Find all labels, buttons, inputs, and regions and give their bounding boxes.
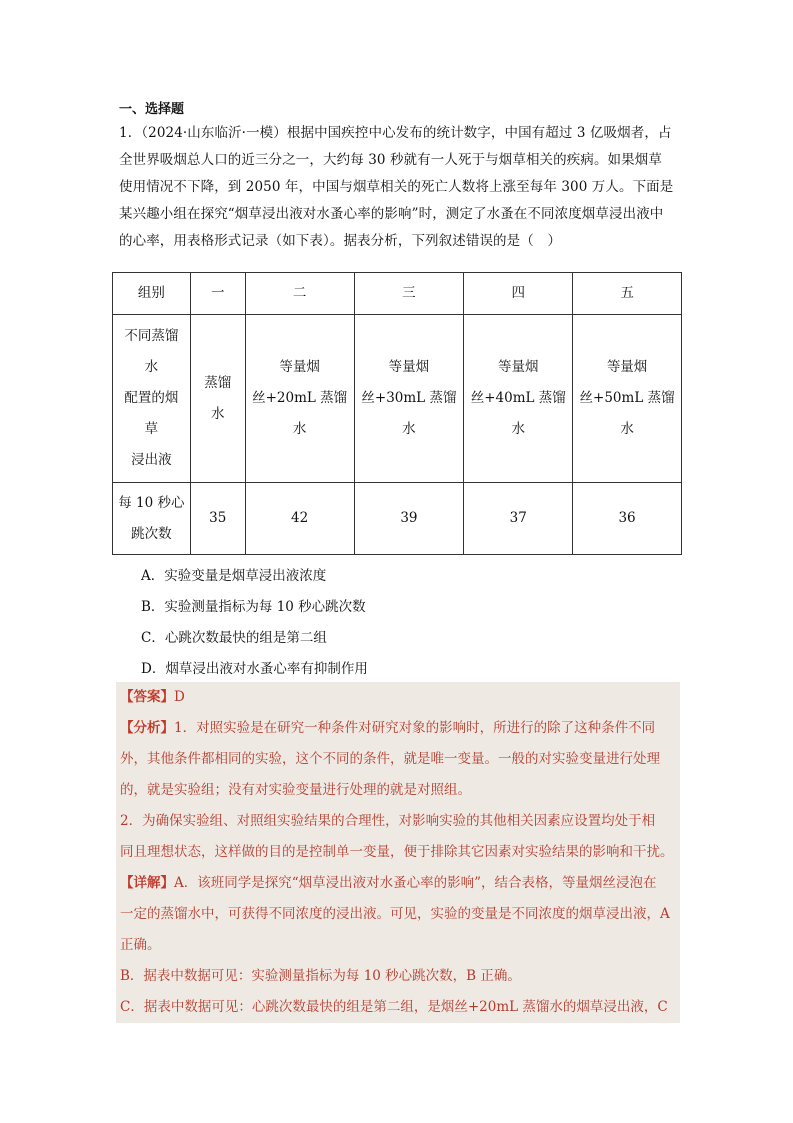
cell-line: 每 10 秒心	[118, 494, 185, 511]
answer-tag: 【答案】	[120, 689, 174, 705]
section-title: 一、选择题	[119, 102, 185, 117]
detail-line: 正确。	[120, 937, 161, 953]
analysis-line: 1．对照实验是在研究一种条件对研究对象的影响时，所进行的除了这种条件不同	[174, 720, 656, 736]
row-label-cell	[113, 483, 191, 555]
cell-line: 配置的烟	[124, 390, 179, 406]
header-cell: 五	[573, 273, 682, 315]
table-cell	[190, 315, 245, 483]
detail-line: 一定的蒸馏水中，可获得不同浓度的浸出液。可见，实验的变量是不同浓度的烟草浸出液，A	[120, 906, 670, 922]
cell-line: 水	[292, 421, 307, 437]
options-list	[141, 561, 368, 685]
table-cell	[573, 315, 682, 483]
cell-line: 丝+50mL 蒸馏	[579, 390, 675, 406]
table-cell	[464, 315, 573, 483]
analysis-tag: 【分析】	[120, 720, 174, 736]
analysis-line: 2．为确保实验组、对照组实验结果的合理性，对影响实验的其他相关因素应设置均处于相	[120, 813, 656, 829]
question-line: 全世界吸烟总人口的近三分之一，大约每 30 秒就有一人死于与烟草相关的疾病。如果烟草	[119, 152, 662, 168]
cell-line: 浸出液	[131, 452, 172, 468]
cell-line: 等量烟	[606, 359, 648, 375]
table-cell: 37	[464, 483, 573, 555]
table-cell: 42	[245, 483, 354, 555]
question-line: 1．（2024·山东临沂·一模）根据中国疾控中心发布的统计数字，中国有超过 3 亿吸烟者，占	[119, 125, 672, 141]
answer-block	[116, 682, 680, 1023]
option-a: A．实验变量是烟草浸出液浓度	[141, 568, 327, 584]
option-b: B．实验测量指标为每 10 秒心跳次数	[141, 599, 366, 615]
cell-line: 水	[620, 421, 634, 437]
cell-line: 蒸馏	[204, 374, 232, 391]
cell-line: 水	[211, 405, 225, 422]
cell-line: 丝+20mL 蒸馏	[252, 390, 348, 406]
cell-line: 丝+40mL 蒸馏	[470, 390, 566, 406]
table-cell	[354, 315, 464, 483]
cell-line: 草	[144, 421, 159, 437]
analysis-line: 同且理想状态，这样做的目的是控制单一变量，便于排除其它因素对实验结果的影响和干扰。	[120, 844, 674, 860]
cell-line: 水	[511, 421, 525, 437]
analysis-line: 的，就是实验组；没有对实验变量进行处理的就是对照组。	[120, 782, 471, 798]
table-row	[113, 315, 682, 483]
question-line: 的心率，用表格形式记录（如下表）。据表分析，下列叙述错误的是（ ）	[119, 233, 562, 249]
answer-value: D	[174, 689, 185, 705]
table-cell	[245, 315, 354, 483]
header-cell: 组别	[113, 273, 191, 315]
header-cell: 四	[464, 273, 573, 315]
table-cell: 35	[190, 483, 245, 555]
table-cell: 39	[354, 483, 464, 555]
option-d: D．烟草浸出液对水蚤心率有抑制作用	[141, 661, 368, 677]
cell-line: 不同蒸馏	[124, 328, 179, 344]
detail-line: A．该班同学是探究“烟草浸出液对水蚤心率的影响”，结合表格，等量烟丝浸泡在	[174, 875, 657, 891]
row-label-cell	[113, 315, 191, 483]
table-cell: 36	[573, 483, 682, 555]
cell-line: 跳次数	[131, 525, 172, 542]
option-c: C．心跳次数最快的组是第二组	[141, 630, 327, 646]
cell-line: 丝+30mL 蒸馏	[361, 390, 457, 406]
table-row	[113, 483, 682, 555]
header-cell: 二	[245, 273, 354, 315]
question-line: 某兴趣小组在探究“烟草浸出液对水蚤心率的影响”时，测定了水蚤在不同浓度烟草浸出液中	[119, 206, 664, 222]
cell-line: 等量烟	[497, 359, 539, 375]
cell-line: 等量烟	[279, 359, 320, 375]
cell-line: 水	[144, 359, 159, 375]
data-table	[112, 272, 682, 555]
cell-line: 水	[402, 421, 416, 437]
detail-tag: 【详解】	[120, 875, 174, 891]
question-line: 使用情况不下降，到 2050 年，中国与烟草相关的死亡人数将上涨至每年 300 万人。下面是	[119, 179, 674, 195]
table-header-row	[113, 273, 682, 315]
question-stem	[119, 120, 679, 255]
detail-line: B．据表中数据可见：实验测量指标为每 10 秒心跳次数，B 正确。	[120, 968, 521, 984]
detail-line: C．据表中数据可见：心跳次数最快的组是第二组，是烟丝+20mL 蒸馏水的烟草浸出液，C	[120, 999, 668, 1015]
analysis-line: 外，其他条件都相同的实验，这个不同的条件，就是唯一变量。一般的对实验变量进行处理	[120, 751, 660, 767]
header-cell: 一	[190, 273, 245, 315]
header-cell: 三	[354, 273, 464, 315]
cell-line: 等量烟	[388, 359, 430, 375]
